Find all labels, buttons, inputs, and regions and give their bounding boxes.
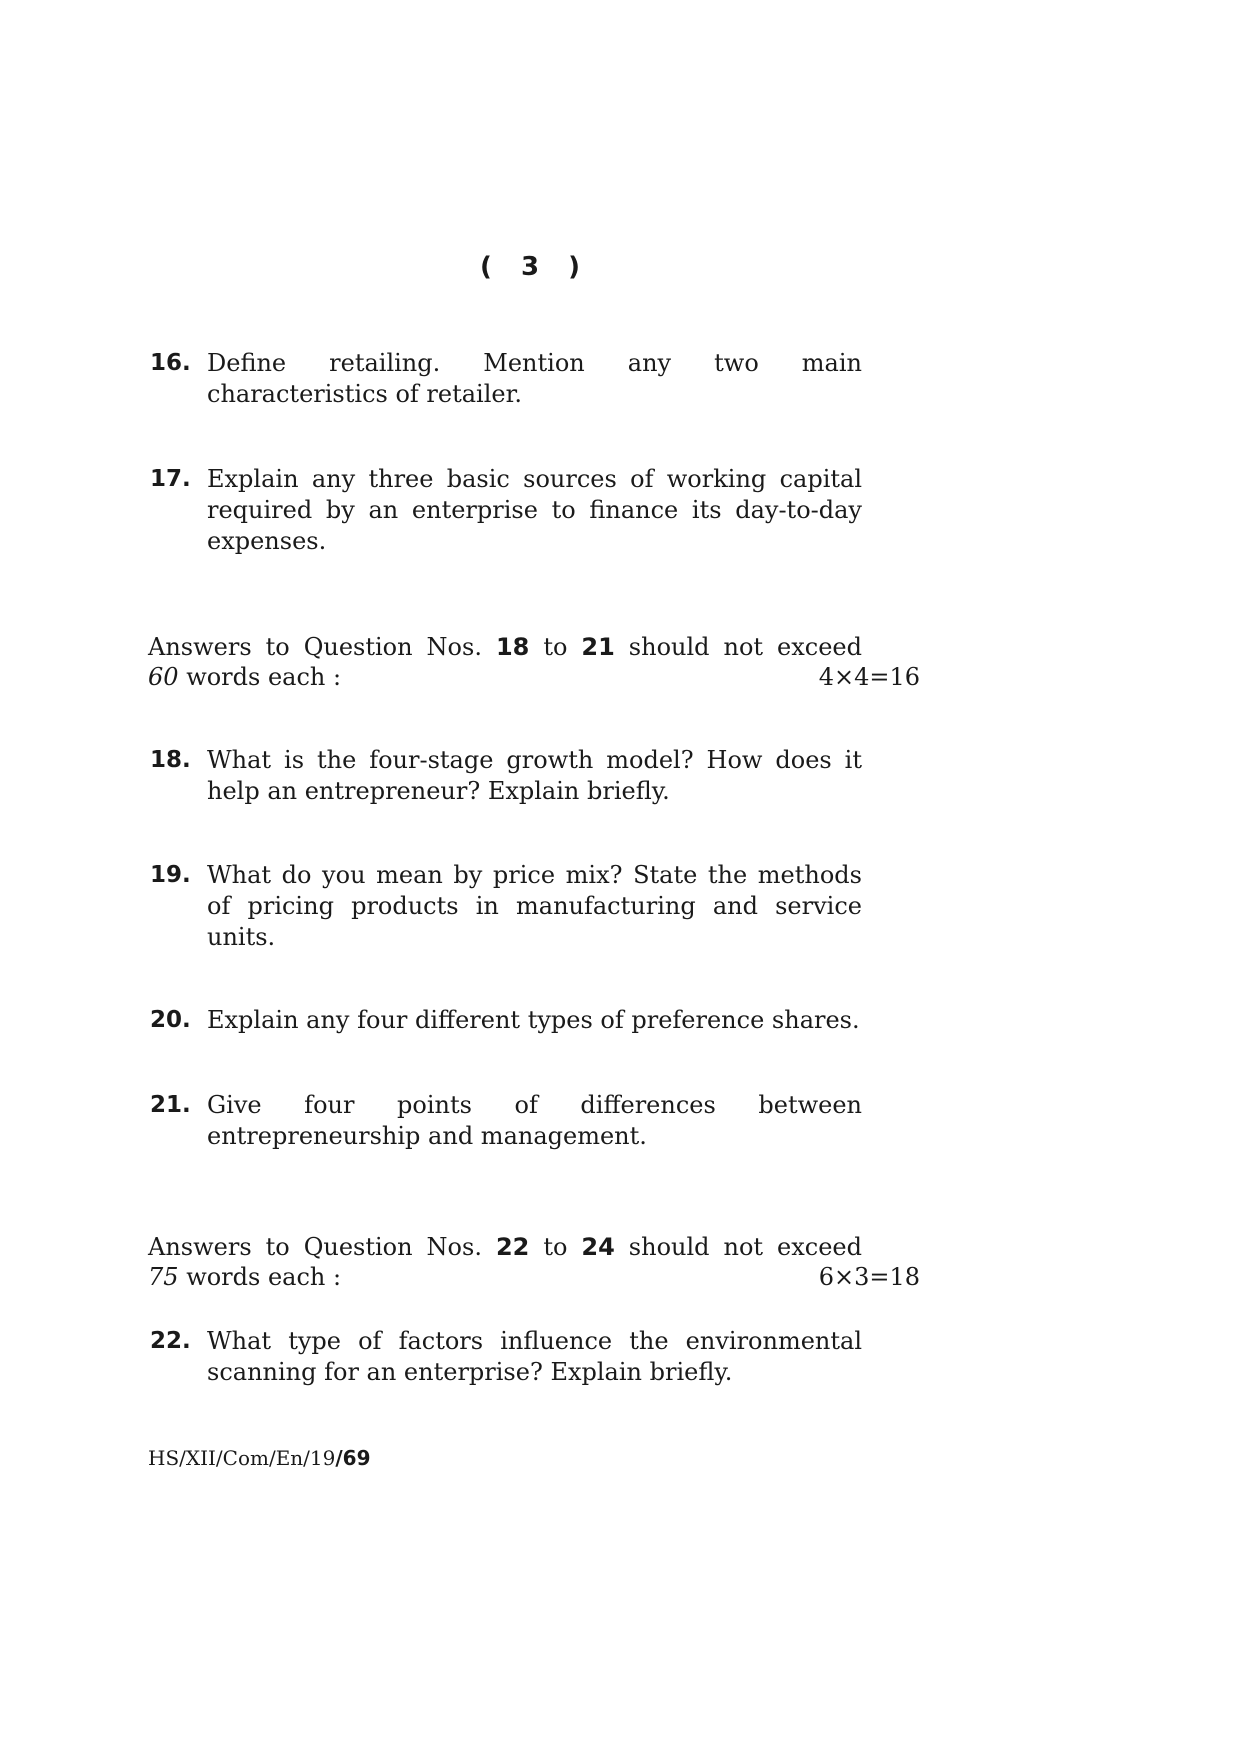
instruction-to-word: to (543, 633, 568, 661)
question-19 (150, 860, 862, 953)
instruction-from: 18 (495, 633, 530, 661)
question-text: What is the four-stage growth model? How does it help an entrepreneur? Explain briefly. (207, 746, 862, 805)
page-number: ( 3 ) (480, 252, 590, 282)
instruction-to: 21 (581, 633, 615, 661)
question-16 (150, 348, 862, 410)
question-number: 16. (150, 350, 191, 376)
question-number: 22. (150, 1328, 191, 1354)
marks: 4×4=16 (818, 663, 920, 691)
paper-code: HS/XII/Com/En/19 (148, 1446, 336, 1470)
question-20 (150, 1005, 862, 1036)
word-limit: 60 (148, 663, 179, 691)
instruction-prefix: Answers to Question Nos. (148, 633, 482, 661)
word-limit: 75 (148, 1263, 179, 1291)
instruction-suffix: should not exceed (628, 1233, 862, 1261)
question-text: Explain any four different types of preference shares. (207, 1006, 860, 1034)
paper-code-footer (148, 1446, 371, 1470)
question-22 (150, 1326, 862, 1388)
instruction-to: 24 (581, 1233, 615, 1261)
question-number: 20. (150, 1007, 191, 1033)
words-each: words each : (186, 663, 342, 691)
instruction-from: 22 (495, 1233, 530, 1261)
instruction-to-word: to (543, 1233, 568, 1261)
question-17 (150, 464, 862, 557)
question-text: What do you mean by price mix? State the methods of pricing products in manufacturing and service units. (207, 861, 862, 951)
question-text: Explain any three basic sources of working capital required by an enterprise to finance its day-to-day expenses. (207, 465, 862, 555)
question-number: 18. (150, 747, 191, 773)
question-text: Give four points of differences between entrepreneurship and management. (207, 1091, 862, 1150)
instruction-prefix: Answers to Question Nos. (148, 1233, 482, 1261)
section-instruction-2 (148, 1232, 920, 1292)
words-each: words each : (186, 1263, 342, 1291)
question-text: Define retailing. Mention any two main characteristics of retailer. (207, 349, 862, 408)
marks: 6×3=18 (818, 1263, 920, 1291)
question-text: What type of factors influence the environmental scanning for an enterprise? Explain briefly. (207, 1327, 862, 1386)
question-number: 17. (150, 466, 191, 492)
paper-set: /69 (335, 1446, 371, 1470)
question-number: 21. (150, 1092, 191, 1118)
section-instruction-1 (148, 632, 920, 692)
question-21 (150, 1090, 862, 1152)
question-number: 19. (150, 862, 191, 888)
instruction-suffix: should not exceed (628, 633, 862, 661)
question-18 (150, 745, 862, 807)
